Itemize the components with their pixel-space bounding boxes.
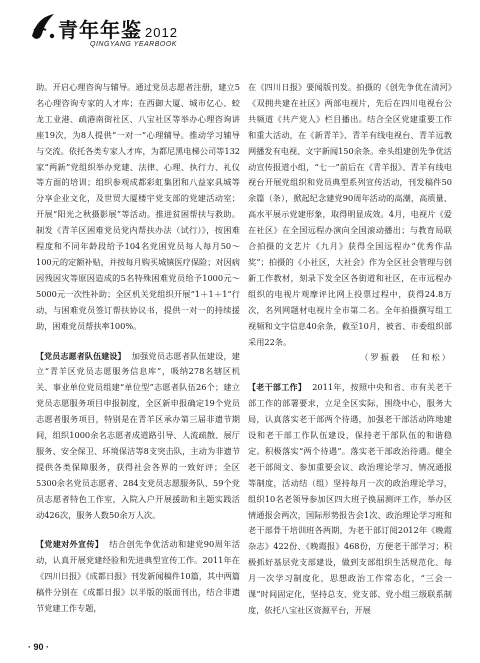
section-body-publicity: 结合创先争优活动和建党90周年活动，认真开展党建经验和先进典型宣传工作。2011年在《四川日报》《成都日报》刊发新闻稿件10篇，其中两篇稿件分别在《成都日报》以半版的版面刊出，结合非遗节党建工作专题，	[36, 539, 241, 614]
title-text: 青年年鉴	[58, 18, 142, 42]
author-line	[248, 350, 452, 366]
right-column	[248, 80, 452, 619]
yearbook-subtitle: QINGYANG YEARBOOK	[90, 41, 177, 48]
section-title-volunteer: 【党员志愿者队伍建设】	[36, 351, 126, 361]
section-body-volunteer: 加强党员志愿者队伍建设，建立“青羊区党员志愿服务信息库”，吸纳278名辖区机关、事业单位党员组建“单位型”志愿者队伍26个；建立党员志愿服务项目申报制度，全区新申报确定19个党员志愿者服务项目，特别是在青羊区承办第三届非遗节期间，组织1000余名志愿者成道路引导、人流疏散、展厅服务、安全保卫、环境保洁等8支突击队，主动为非遗节提供各类保障服务，获得社会各界的一致好评；全区5300余名党员志愿者、284支党员志愿服务队、59个党员志愿者特色工作室，入院入户开展援助和主题实践活动426次，服务人数50余万人次。	[36, 350, 240, 520]
section-title-veteran: 【老干部工作】	[248, 383, 307, 393]
section-veteran-cadre	[248, 380, 452, 619]
yearbook-title	[58, 14, 178, 43]
left-column	[36, 80, 240, 617]
section-volunteer-team	[36, 349, 240, 524]
section-body-veteran: 2011年，按照中央和省、市有关老干部工作的部署要求，立足全区实际，围绕中心，服务大局，认真落实老干部两个待遇，加强老干部活动阵地建设和老干部工作队伍建设，保持老干部队伍的和谐稳定。积极落实“两个待遇”。落实老干部政治待遇。健全老干部阅文、参加重要会议、政治理论学习、情况通报等制度，活动结（组）坚持每月一次的政治理论学习，组织10名老领导参加区四大班子换届测评工作，举办区情通报会两次，国际形势报告会1次、政治理论学习班和老干部骨干培训班各两期，为老干部订阅2012年《晚霞杂志》422份、《晚霞报》468份，方便老干部学习；积极抓好基层党支部建设，做到支部组织生活规范化、每月一次学习制度化，思想政治工作常态化，“三会一课”时间固定化，坚持总支、党支部、党小组三级联系制度，依托八宝社区资源平台，开展	[248, 382, 453, 615]
year-text: 2012	[145, 25, 178, 40]
brush-logo-icon	[28, 10, 58, 44]
paragraph-psych-support: 助。开启心理咨询与辅导。通过党员志愿者注册，建立5名心理咨询专家的人才库；在西御大厦、城市亿心、蛟龙工业港、疏港南街社区、八宝社区等举办心理咨询讲座19次，为8人提供“一对一”心理辅导。推动学习辅导与交流。依托各类专家人才库，为都尼黑电梯公司等132家“两新”党组织举办党建、法律、心理、执行力、礼仪等方面的培训；组织参观成都彩虹集团和八益家具城等分享企业文化，及世贸大厦楼宇党支部的党建活动室；开展“阳光之秋摄影展”等活动。推进贫困帮扶与救助。制发《青羊区困难党员党内帮扶办法（试行）》，按困难程度和不同年龄段给予104名党困党员每人每月50～100元的定额补贴，并按每月购买城镇医疗保险；对因病因残因灾等原因造成的5名特殊困难党员给予1000元～5000元一次性补助；全区机关党组织开展“1＋1＋1”行动，与困难党员签订帮扶协议书，提供一对一的持续援助，困难党员帮扶率100%。	[36, 82, 240, 331]
section-publicity	[36, 537, 240, 617]
page-number: · 90 ·	[28, 642, 50, 652]
section-title-publicity: 【党建对外宣传】	[36, 540, 104, 550]
paragraph-publicity-cont: 在《四川日报》要闻版刊发。拍摄的《创先争优在清河》《双拥共建在社区》两部电视片，先后在四川电视台公共频道《共产党人》栏目播出。结合全区党建重要工作和重大活动，在《新青羊》、青羊有线电视台、青羊远教网播发有电视、文字新闻150余条。牵头组建创先争优活动宣传报道小组，“七一”前后在《青羊报》、青羊有线电视台开展党组织和党员典型系列宣传活动，刊发稿件50余篇（条），掀起纪念建党90周年活动的高潮，高质量、高水平展示党建形象，取得明显成效。4月，电视片《爱在社区》在全国远程办演向全国滚动播出；与教育局联合拍摄的文艺片《九月》获得全国远程办“优秀作品奖”；拍摄的《小社区，大社会》作为全区社会管理与创新工作教材，刻录下发全区各街道和社区，在市远程办组织的电视片观摩评比网上投票过程中，获得24.8万次，名列网题材电视片全市第二名。全年拍摄撰写组工视频和文字信息40余条，截至10月，被省、市委组织部采用22条。	[248, 82, 452, 347]
author-names: （罗振毅 任和松）	[360, 352, 452, 363]
yearbook-header	[28, 8, 468, 60]
